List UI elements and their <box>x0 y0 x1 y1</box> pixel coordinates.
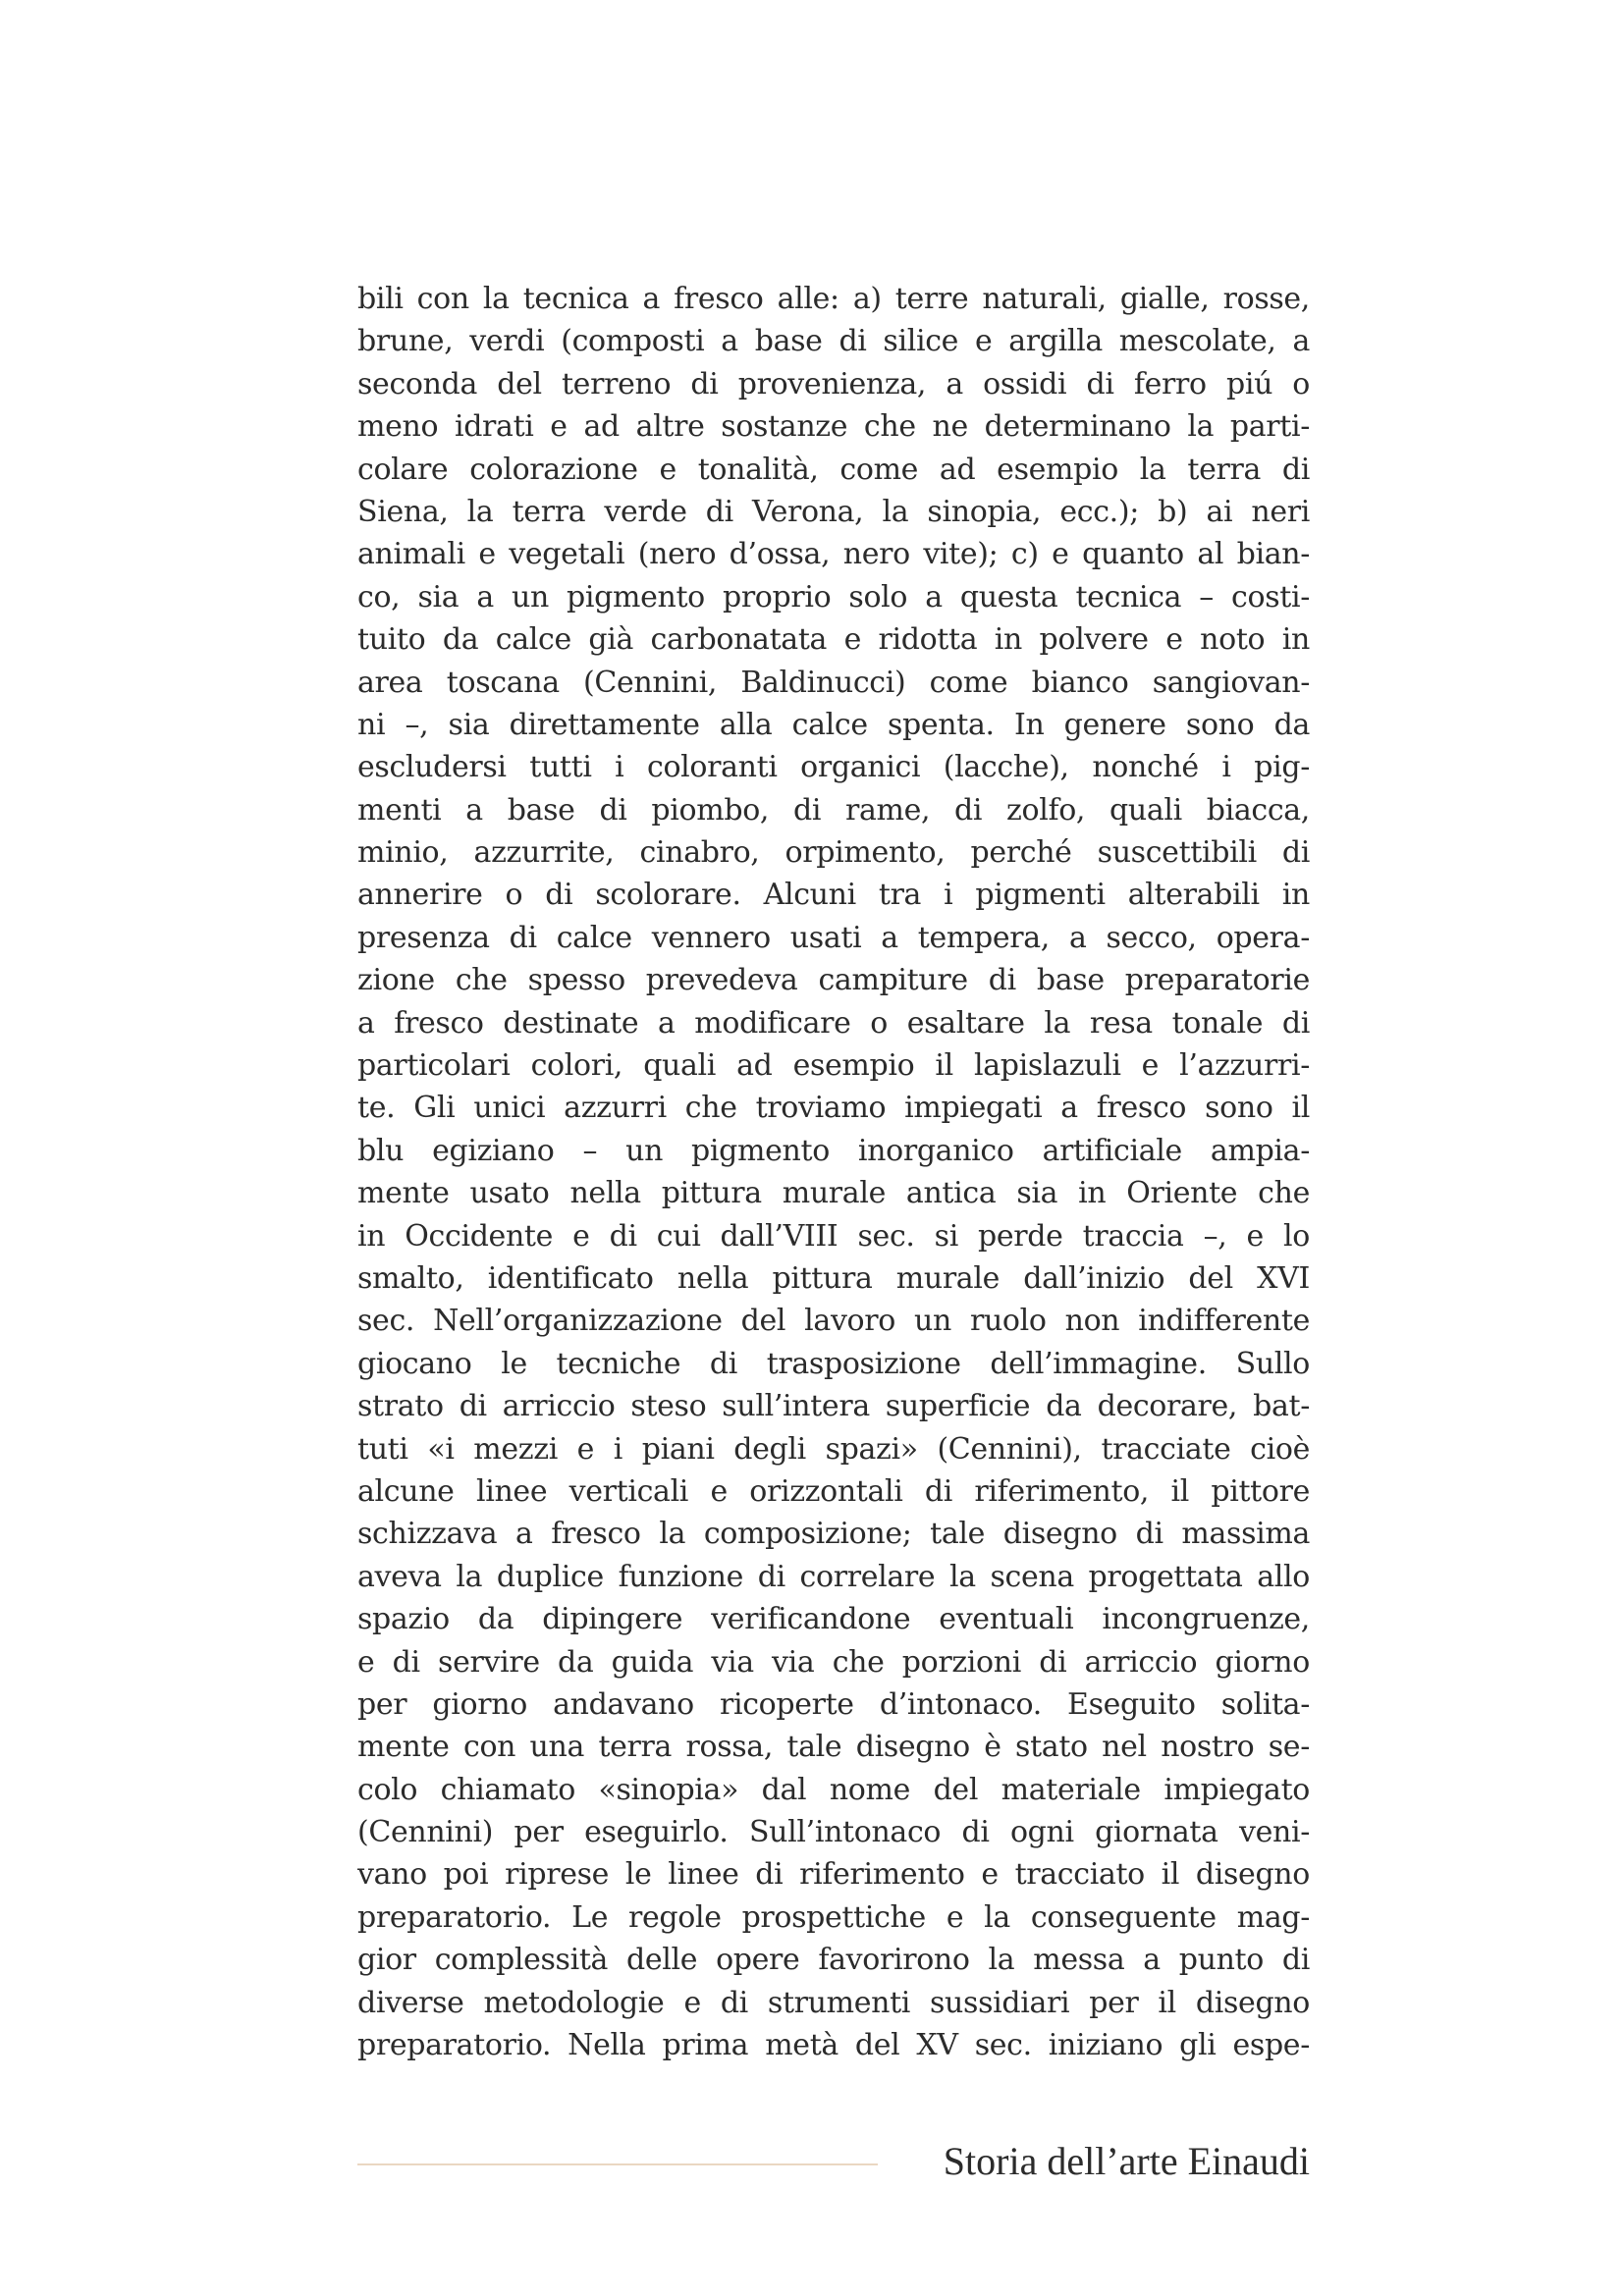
footer-title: Storia dell’arte Einaudi <box>943 2139 1310 2183</box>
text-line: preparatorio. Le regole prospettiche e la conseguente mag- <box>357 1899 1310 1935</box>
text-line: colare colorazione e tonalità, come ad esempio la terra di <box>357 452 1310 487</box>
text-line: mente usato nella pittura murale antica sia in Oriente che <box>357 1176 1310 1211</box>
text-line: bili con la tecnica a fresco alle: a) terre naturali, gialle, rosse, <box>357 282 1310 316</box>
text-line: minio, azzurrite, cinabro, orpimento, perché suscettibili di <box>357 835 1310 871</box>
text-line: gior complessità delle opere favorirono la messa a punto di <box>357 1943 1310 1978</box>
text-line: colo chiamato «sinopia» dal nome del materiale impiegato <box>357 1772 1310 1807</box>
text-line: strato di arriccio steso sull’intera superficie da decorare, bat- <box>357 1389 1310 1424</box>
text-line: preparatorio. Nella prima metà del XV sec. iniziano gli espe- <box>357 2028 1310 2063</box>
text-line: presenza di calce vennero usati a tempera, a secco, opera- <box>357 920 1310 955</box>
text-line: diverse metodologie e di strumenti sussidiari per il disegno <box>357 1985 1310 2020</box>
text-line: te. Gli unici azzurri che troviamo impiegati a fresco sono il <box>357 1091 1310 1126</box>
text-line: in Occidente e di cui dall’VIII sec. si perde traccia –, e lo <box>357 1218 1310 1254</box>
text-line: spazio da dipingere verificandone eventuali incongruenze, <box>357 1602 1310 1637</box>
footer-rule <box>357 2163 878 2165</box>
text-line: e di servire da guida via via che porzioni di arriccio giorno <box>357 1644 1310 1680</box>
text-line: vano poi riprese le linee di riferimento e tracciato il disegno <box>357 1857 1310 1893</box>
text-line: per giorno andavano ricoperte d’intonaco. Eseguito solita- <box>357 1686 1310 1722</box>
text-line: aveva la duplice funzione di correlare la scena progettata allo <box>357 1559 1310 1594</box>
body-text <box>357 278 1310 2066</box>
text-line: brune, verdi (composti a base di silice e argilla mescolate, a <box>357 324 1310 359</box>
text-line: giocano le tecniche di trasposizione dell’immagine. Sullo <box>357 1346 1310 1381</box>
text-line: smalto, identificato nella pittura murale dall’inizio del XVI <box>357 1260 1310 1296</box>
text-line: tuito da calce già carbonatata e ridotta in polvere e noto in <box>357 622 1310 658</box>
text-line: escludersi tutti i coloranti organici (lacche), nonché i pig- <box>357 750 1310 785</box>
text-line: schizzava a fresco la composizione; tale disegno di massima <box>357 1517 1310 1552</box>
text-line: ni –, sia direttamente alla calce spenta. In genere sono da <box>357 707 1310 742</box>
text-line: meno idrati e ad altre sostanze che ne determinano la parti- <box>357 409 1310 445</box>
text-line: blu egiziano – un pigmento inorganico artificiale ampia- <box>357 1133 1310 1168</box>
text-line: alcune linee verticali e orizzontali di riferimento, il pittore <box>357 1473 1310 1509</box>
text-line: menti a base di piombo, di rame, di zolfo, quali biacca, <box>357 792 1310 828</box>
text-line: tuti «i mezzi e i piani degli spazi» (Cennini), tracciate cioè <box>357 1431 1310 1467</box>
text-line: animali e vegetali (nero d’ossa, nero vite); c) e quanto al bian- <box>357 537 1310 572</box>
text-line: mente con una terra rossa, tale disegno è stato nel nostro se- <box>357 1730 1310 1765</box>
text-line: a fresco destinate a modificare o esaltare la resa tonale di <box>357 1005 1310 1041</box>
text-line: seconda del terreno di provenienza, a ossidi di ferro piú o <box>357 366 1310 401</box>
text-line: area toscana (Cennini, Baldinucci) come bianco sangiovan- <box>357 665 1310 700</box>
text-line: sec. Nell’organizzazione del lavoro un ruolo non indifferente <box>357 1304 1310 1339</box>
text-line: co, sia a un pigmento proprio solo a questa tecnica – costi- <box>357 579 1310 614</box>
text-line: Siena, la terra verde di Verona, la sinopia, ecc.); b) ai neri <box>357 494 1310 529</box>
text-line: particolari colori, quali ad esempio il lapislazuli e l’azzurri- <box>357 1048 1310 1084</box>
text-line: annerire o di scolorare. Alcuni tra i pigmenti alterabili in <box>357 878 1310 913</box>
text-line: zione che spesso prevedeva campiture di base preparatorie <box>357 963 1310 998</box>
text-line: (Cennini) per eseguirlo. Sull’intonaco di ogni giornata veni- <box>357 1815 1310 1850</box>
